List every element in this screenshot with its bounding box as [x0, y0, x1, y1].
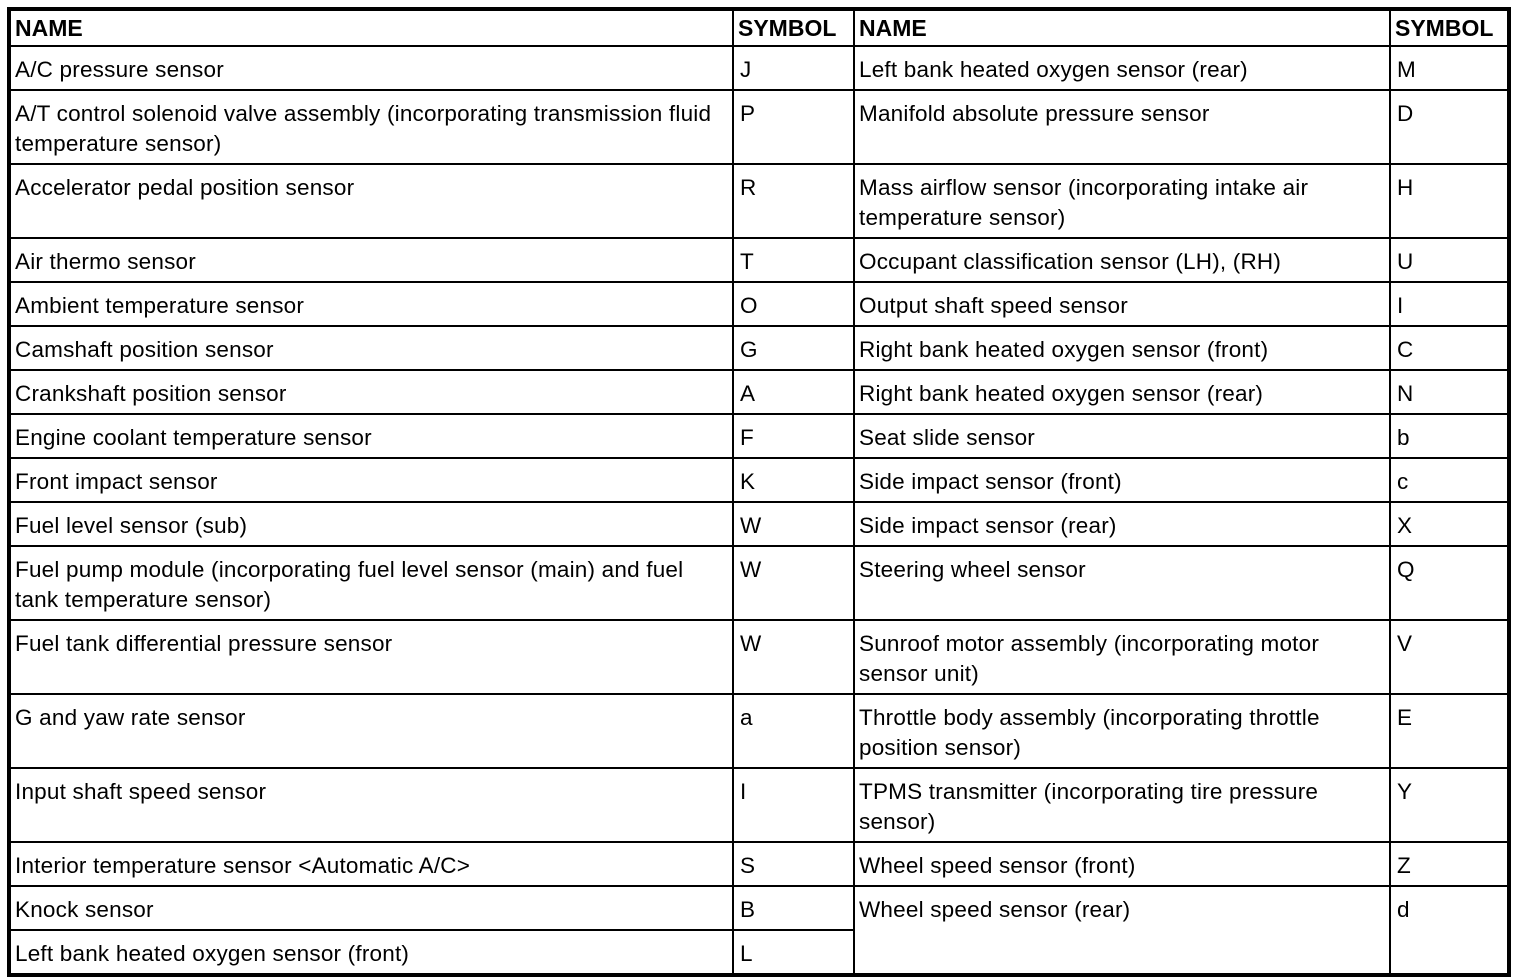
- left-name-cell: Fuel tank differential pressure sensor: [9, 620, 733, 694]
- right-symbol-cell: V: [1390, 620, 1509, 694]
- right-name-cell: Sunroof motor assembly (incorporating motor sensor unit): [854, 620, 1390, 694]
- right-name-cell: Wheel speed sensor (rear): [854, 886, 1390, 975]
- left-symbol-cell: K: [733, 458, 854, 502]
- left-symbol-cell: J: [733, 46, 854, 90]
- table-row: [9, 768, 1509, 842]
- table-row: [9, 370, 1509, 414]
- left-name-cell: Engine coolant temperature sensor: [9, 414, 733, 458]
- left-symbol-cell: I: [733, 768, 854, 842]
- right-symbol-cell: Z: [1390, 842, 1509, 886]
- left-symbol-cell: W: [733, 546, 854, 620]
- left-name-cell: Camshaft position sensor: [9, 326, 733, 370]
- left-name-cell: Accelerator pedal position sensor: [9, 164, 733, 238]
- table-row: [9, 90, 1509, 164]
- left-name-cell: Air thermo sensor: [9, 238, 733, 282]
- right-symbol-cell: U: [1390, 238, 1509, 282]
- left-symbol-cell: R: [733, 164, 854, 238]
- left-name-cell: Knock sensor: [9, 886, 733, 930]
- left-symbol-cell: A: [733, 370, 854, 414]
- left-name-cell: Fuel pump module (incorporating fuel level sensor (main) and fuel tank temperature sensor): [9, 546, 733, 620]
- right-symbol-cell: c: [1390, 458, 1509, 502]
- left-symbol-cell: L: [733, 930, 854, 975]
- left-symbol-cell: S: [733, 842, 854, 886]
- right-symbol-cell: b: [1390, 414, 1509, 458]
- right-name-cell: Manifold absolute pressure sensor: [854, 90, 1390, 164]
- right-name-cell: Side impact sensor (rear): [854, 502, 1390, 546]
- right-symbol-cell: X: [1390, 502, 1509, 546]
- left-symbol-cell: W: [733, 620, 854, 694]
- right-name-cell: Output shaft speed sensor: [854, 282, 1390, 326]
- left-symbol-cell: W: [733, 502, 854, 546]
- table-row: [9, 620, 1509, 694]
- table-row: [9, 326, 1509, 370]
- table-row: [9, 842, 1509, 886]
- left-symbol-cell: a: [733, 694, 854, 768]
- table-row: [9, 414, 1509, 458]
- right-name-cell: Side impact sensor (front): [854, 458, 1390, 502]
- table-row: [9, 886, 1509, 930]
- right-name-cell: Right bank heated oxygen sensor (front): [854, 326, 1390, 370]
- table-row: [9, 164, 1509, 238]
- left-symbol-cell: T: [733, 238, 854, 282]
- left-name-cell: A/C pressure sensor: [9, 46, 733, 90]
- right-symbol-cell: I: [1390, 282, 1509, 326]
- right-symbol-cell: C: [1390, 326, 1509, 370]
- header-symbol-right: SYMBOL: [1390, 9, 1509, 46]
- right-symbol-cell: E: [1390, 694, 1509, 768]
- table-row: [9, 458, 1509, 502]
- left-symbol-cell: O: [733, 282, 854, 326]
- table-row: [9, 238, 1509, 282]
- table-row: [9, 282, 1509, 326]
- table-row: [9, 694, 1509, 768]
- left-name-cell: A/T control solenoid valve assembly (incorporating transmission fluid temperature sensor): [9, 90, 733, 164]
- right-symbol-cell: D: [1390, 90, 1509, 164]
- right-symbol-cell: d: [1390, 886, 1509, 975]
- right-name-cell: Mass airflow sensor (incorporating intake air temperature sensor): [854, 164, 1390, 238]
- table-row: [9, 502, 1509, 546]
- table-row: [9, 46, 1509, 90]
- right-symbol-cell: Q: [1390, 546, 1509, 620]
- left-name-cell: G and yaw rate sensor: [9, 694, 733, 768]
- right-name-cell: Left bank heated oxygen sensor (rear): [854, 46, 1390, 90]
- right-name-cell: TPMS transmitter (incorporating tire pressure sensor): [854, 768, 1390, 842]
- left-name-cell: Crankshaft position sensor: [9, 370, 733, 414]
- left-name-cell: Ambient temperature sensor: [9, 282, 733, 326]
- left-name-cell: Fuel level sensor (sub): [9, 502, 733, 546]
- sensor-symbol-table: [7, 7, 1511, 977]
- table-row: [9, 546, 1509, 620]
- left-name-cell: Left bank heated oxygen sensor (front): [9, 930, 733, 975]
- right-name-cell: Right bank heated oxygen sensor (rear): [854, 370, 1390, 414]
- left-symbol-cell: B: [733, 886, 854, 930]
- right-symbol-cell: Y: [1390, 768, 1509, 842]
- left-name-cell: Front impact sensor: [9, 458, 733, 502]
- left-symbol-cell: F: [733, 414, 854, 458]
- right-name-cell: Occupant classification sensor (LH), (RH): [854, 238, 1390, 282]
- right-name-cell: Throttle body assembly (incorporating throttle position sensor): [854, 694, 1390, 768]
- right-symbol-cell: N: [1390, 370, 1509, 414]
- left-symbol-cell: P: [733, 90, 854, 164]
- right-symbol-cell: M: [1390, 46, 1509, 90]
- left-name-cell: Input shaft speed sensor: [9, 768, 733, 842]
- right-name-cell: Seat slide sensor: [854, 414, 1390, 458]
- header-symbol-left: SYMBOL: [733, 9, 854, 46]
- right-name-cell: Steering wheel sensor: [854, 546, 1390, 620]
- right-name-cell: Wheel speed sensor (front): [854, 842, 1390, 886]
- left-symbol-cell: G: [733, 326, 854, 370]
- left-name-cell: Interior temperature sensor <Automatic A/C>: [9, 842, 733, 886]
- right-symbol-cell: H: [1390, 164, 1509, 238]
- header-name-right: NAME: [854, 9, 1390, 46]
- header-name-left: NAME: [9, 9, 733, 46]
- table-header-row: [9, 9, 1509, 46]
